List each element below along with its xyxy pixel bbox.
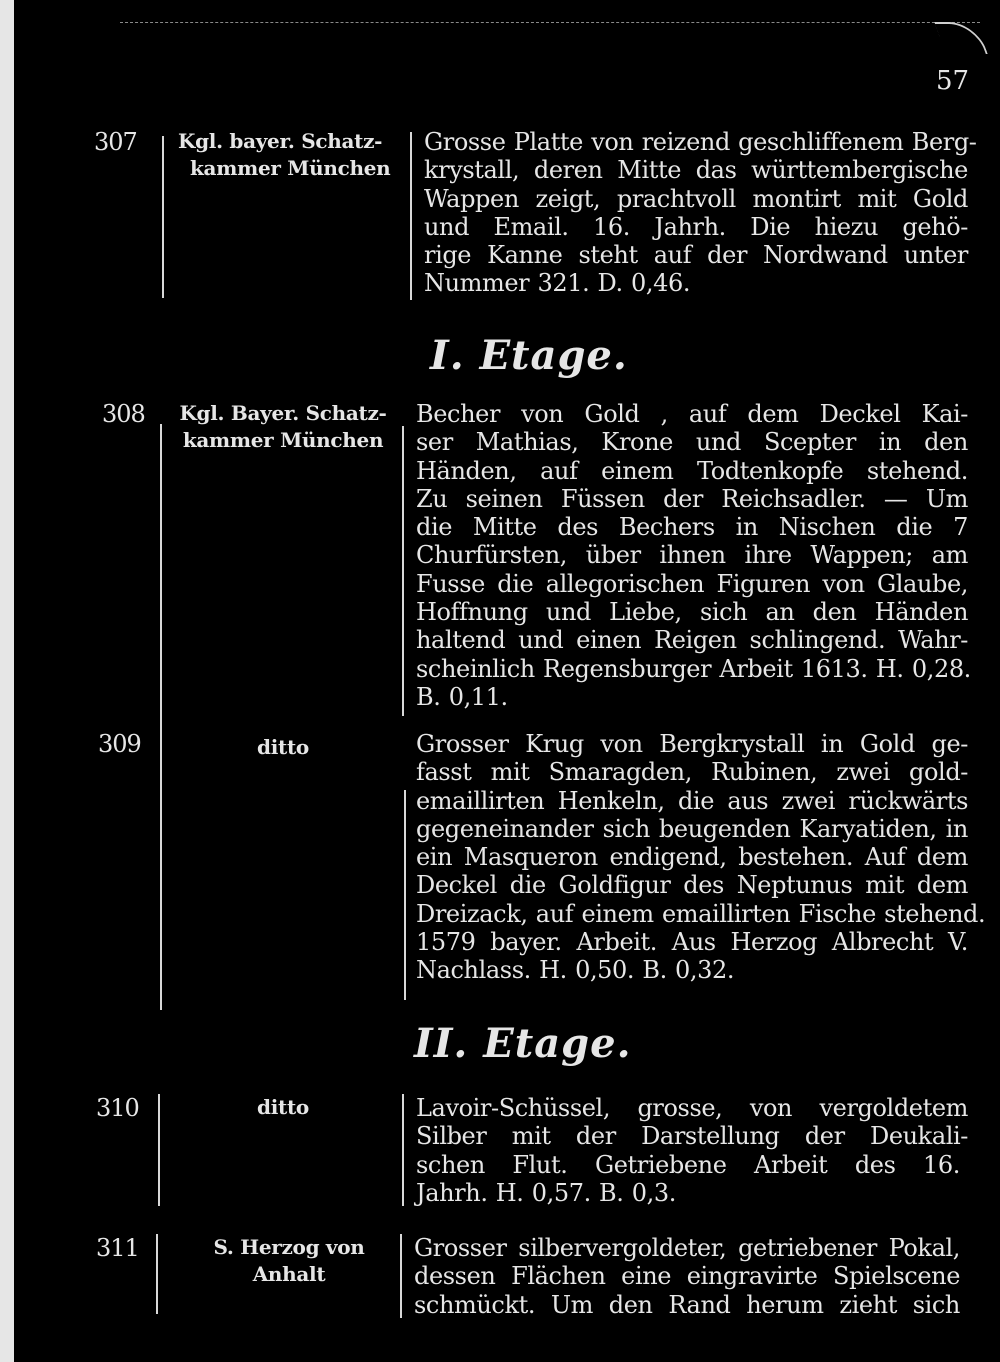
desc-line: ser Mathias, Krone und Scepter in den	[416, 428, 968, 457]
entry-description	[416, 1094, 968, 1207]
entry-source	[166, 400, 400, 454]
entry-description	[414, 1234, 960, 1319]
desc-line: scheinlich Regensburger Arbeit 1613. H. 0,28.	[416, 654, 971, 683]
entry-number: 310	[96, 1094, 139, 1122]
desc-line: Händen, auf einem Todtenkopfe stehend.	[416, 456, 968, 485]
page-number: 57	[936, 66, 970, 96]
source-line: kammer München	[182, 428, 384, 452]
column-rule-right	[402, 426, 404, 716]
desc-line: schmückt. Um den Rand herum zieht sich	[414, 1290, 960, 1319]
column-rule-right	[400, 1234, 402, 1318]
desc-line: Lavoir-Schüssel, grosse, von vergoldetem	[416, 1094, 968, 1122]
desc-line: Churfürsten, über ihnen ihre Wappen; am	[416, 541, 968, 570]
desc-line: Wappen zeigt, prachtvoll montirt mit Gold	[424, 184, 968, 213]
source-line: ditto	[257, 735, 309, 759]
column-rule-right	[410, 132, 412, 300]
desc-line: krystall, deren Mitte das württembergische	[424, 156, 968, 185]
source-line: ditto	[257, 1095, 309, 1119]
entry-source	[172, 1234, 406, 1288]
desc-line: Nachlass. H. 0,50. B. 0,32.	[416, 956, 735, 985]
column-rule-left	[158, 1094, 160, 1206]
desc-line: Becher von Gold , auf dem Deckel Kai-	[416, 400, 968, 428]
desc-line: gegeneinander sich beugenden Karyatiden, in	[416, 814, 968, 843]
desc-line: Jahrh. H. 0,57. B. 0,3.	[416, 1178, 676, 1207]
entry-number: 307	[94, 128, 137, 156]
column-rule-left	[162, 136, 164, 298]
desc-line: Grosser silbervergoldeter, getriebener Pokal,	[414, 1234, 960, 1262]
entry-number: 309	[98, 730, 141, 758]
entry-source	[178, 128, 412, 182]
entry-number: 311	[96, 1234, 139, 1262]
desc-line: dessen Flächen eine eingravirte Spielscene	[414, 1262, 960, 1291]
desc-line: schen Flut. Getriebene Arbeit des 16.	[416, 1150, 960, 1179]
desc-line: Grosse Platte von reizend geschliffenem Berg-	[424, 128, 977, 156]
column-rule-right	[402, 1094, 404, 1206]
desc-line: Deckel die Goldfigur des Neptunus mit dem	[416, 871, 968, 900]
entry-description	[416, 400, 971, 711]
source-line: kammer München	[190, 156, 391, 180]
page-corner-mark	[934, 22, 988, 54]
desc-line: Fusse die allegorischen Figuren von Glaube,	[416, 569, 968, 598]
desc-line: emaillirten Henkeln, die aus zwei rückwärts	[416, 786, 968, 815]
entry-source	[166, 1094, 400, 1121]
entry-description	[416, 730, 986, 985]
desc-line: Hoffnung und Liebe, sich an den Händen	[416, 598, 968, 627]
section-heading: II. Etage.	[414, 1020, 632, 1067]
column-rule-left	[160, 734, 162, 984]
source-line: Kgl. Bayer. Schatz-	[179, 401, 387, 425]
desc-line: und Email. 16. Jahrh. Die hiezu gehö-	[424, 212, 968, 241]
source-line: Anhalt	[252, 1262, 326, 1286]
desc-line: haltend und einen Reigen schlingend. Wahr-	[416, 626, 968, 655]
column-rule-left	[156, 1234, 158, 1314]
scan-edge-gap	[14, 0, 20, 1362]
column-rule-right	[404, 790, 406, 1000]
desc-line: fasst mit Smaragden, Rubinen, zwei gold-	[416, 758, 968, 787]
section-heading: I. Etage.	[430, 332, 628, 379]
desc-line: 1579 bayer. Arbeit. Aus Herzog Albrecht V.	[416, 928, 968, 957]
desc-line: Grosser Krug von Bergkrystall in Gold ge-	[416, 730, 968, 758]
source-line: Kgl. bayer. Schatz-	[178, 129, 383, 153]
desc-line: Zu seinen Füssen der Reichsadler. — Um	[416, 484, 968, 513]
desc-line: ein Masqueron endigend, bestehen. Auf dem	[416, 843, 968, 872]
desc-line: Silber mit der Darstellung der Deukali-	[416, 1122, 968, 1151]
scan-edge-bar	[0, 0, 14, 1362]
desc-line: Dreizack, auf einem emaillirten Fische stehend.	[416, 899, 986, 928]
source-line: S. Herzog von	[213, 1235, 365, 1259]
desc-line: B. 0,11.	[416, 682, 508, 711]
top-rule	[120, 22, 980, 23]
desc-line: Nummer 321. D. 0,46.	[424, 269, 691, 298]
entry-number: 308	[102, 400, 145, 428]
entry-source	[166, 734, 400, 761]
desc-line: die Mitte des Bechers in Nischen die 7	[416, 513, 968, 542]
desc-line: rige Kanne steht auf der Nordwand unter	[424, 241, 968, 270]
entry-description	[424, 128, 977, 298]
